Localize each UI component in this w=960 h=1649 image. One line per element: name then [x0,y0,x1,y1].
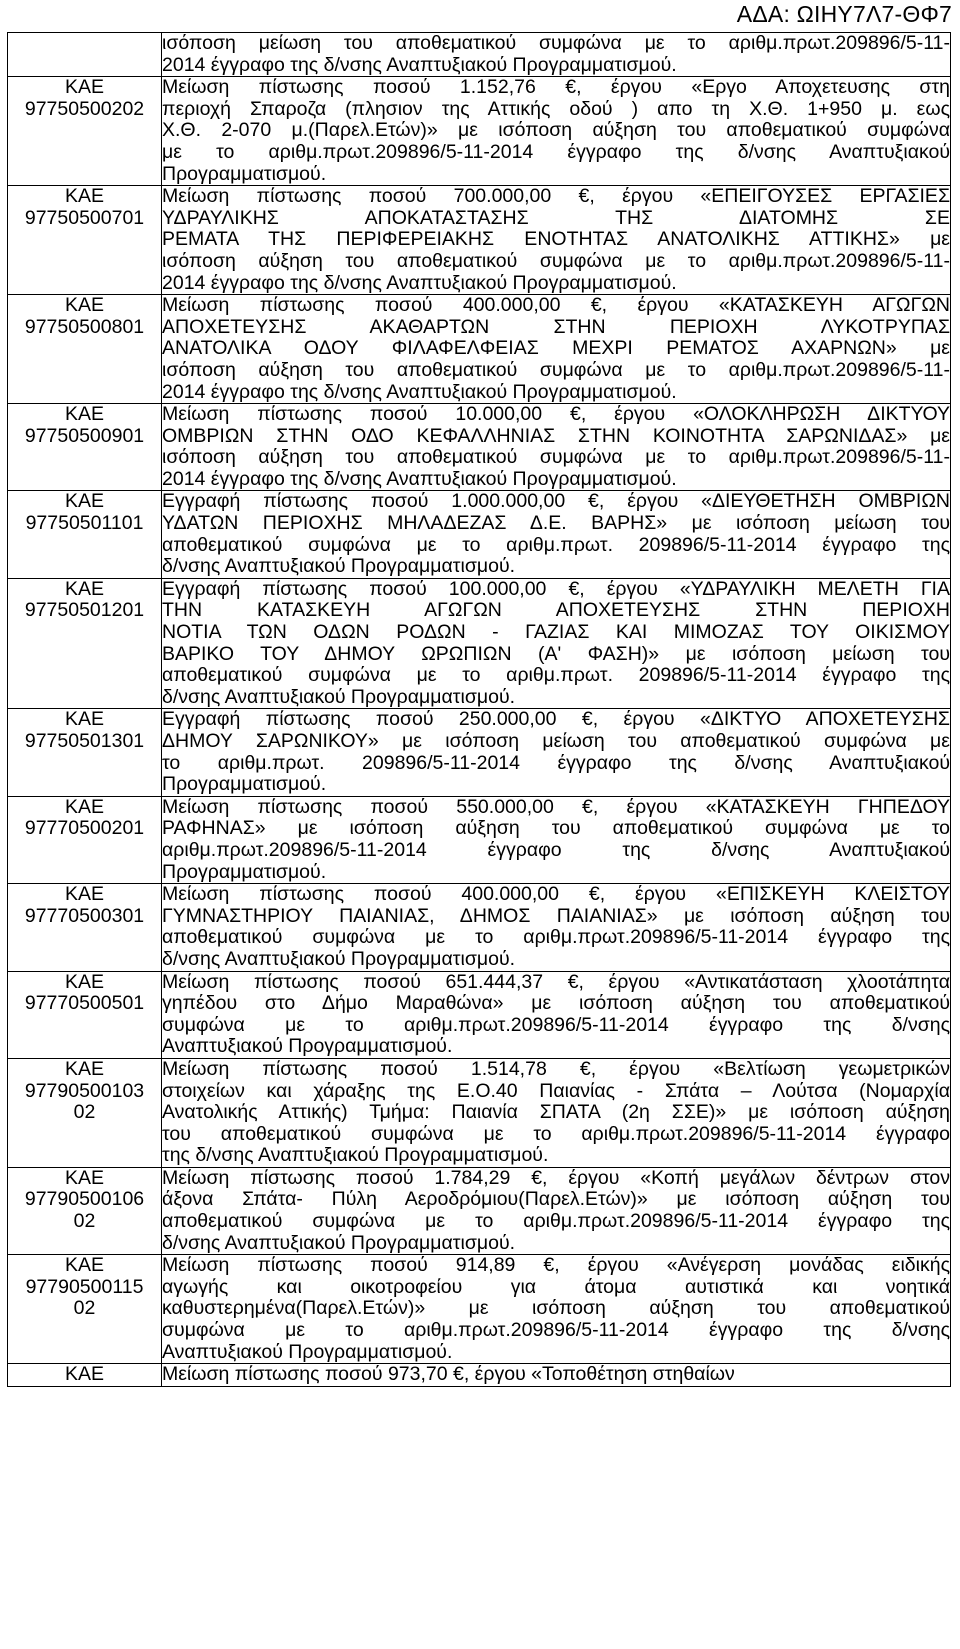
description-line: δ/νσης Αναπτυξιακού Προγραμματισμού. [162,947,516,970]
table-row [8,404,951,491]
description-line: δ/νσης Αναπτυξιακού Προγραμματισμού. [162,685,516,708]
description-line: ισόποση μείωση του αποθεματικού συμφώνα με το αριθμ.πρωτ.209896/5-11- [162,32,950,54]
kae-label: ΚΑΕ [64,577,105,600]
description-line: συμφώνα με το αριθμ.πρωτ.209896/5-11-2014 έγγραφο της δ/νσης [162,1013,950,1036]
kae-label: ΚΑΕ [64,1166,105,1189]
kae-cell [8,1364,162,1387]
kae-code-suffix: 02 [73,1297,96,1320]
kae-label: ΚΑΕ [64,708,105,731]
description-line: Μείωση πίστωσης ποσού 914,89 €, έργου «Ανέγερση μονάδας ειδικής [162,1254,950,1277]
table-row [8,1255,951,1364]
description-cell [162,971,951,1058]
table-row [8,971,951,1058]
description-line: αποθεματικού συμφώνα με το αριθμ.πρωτ. 209896/5-11-2014 έγγραφο της [162,664,950,687]
description-line: ΡΕΜΑΤΑ ΤΗΣ ΠΕΡΙΦΕΡΕΙΑΚΗΣ ΕΝΟΤΗΤΑΣ ΑΝΑΤΟΛΙΚΗΣ ΑΤΤΙΚΗΣ» με [162,228,950,251]
description-line: αποθεματικού συμφώνα με το αριθμ.πρωτ.209896/5-11-2014 έγγραφο της [162,1210,950,1233]
kae-cell [8,186,162,295]
kae-code: 97770500301 [24,904,145,927]
ada-code: ΑΔΑ: ΩΙΗΥ7Λ7-ΘΦ7 [736,1,952,27]
description-cell [162,1058,951,1167]
description-line: ΥΔΑΤΩΝ ΠΕΡΙΟΧΗΣ ΜΗΛΑΔΕΖΑΣ Δ.Ε. ΒΑΡΗΣ» με ισόποση μείωση του [162,512,950,535]
description-cell [162,709,951,796]
kae-cell [8,77,162,186]
kae-cell [8,1255,162,1364]
description-line: ισόποση αύξηση του αποθεματικού συμφώνα με το αριθμ.πρωτ.209896/5-11- [162,446,950,469]
description-cell [162,1255,951,1364]
description-line: Μείωση πίστωσης ποσού 400.000,00 €, έργου «ΚΑΤΑΣΚΕΥΗ ΑΓΩΓΩΝ [162,294,950,317]
description-line: καθυστερημένα(Παρελ.Ετών)» με ισόποση αύξηση του αποθεματικού [162,1297,950,1320]
description-line: Ανατολικής Αττικής) Τμήμα: Παιανία ΣΠΑΤΑ (2η ΣΣΕ)» με ισόποση αύξηση [162,1101,950,1124]
description-line: του αποθεματικού συμφώνα με το αριθμ.πρωτ.209896/5-11-2014 έγγραφο [162,1122,950,1145]
kae-label: ΚΑΕ [64,490,105,513]
table-row [8,709,951,796]
table-row [8,33,951,77]
description-line: Εγγραφή πίστωσης ποσού 100.000,00 €, έργου «ΥΔΡΑΥΛΙΚΗ ΜΕΛΕΤΗ ΓΙΑ [162,577,950,600]
description-line: 2014 έγγραφο της δ/νσης Αναπτυξιακού Προγραμματισμού. [162,467,677,490]
table-row [8,295,951,404]
description-line: ΡΑΦΗΝΑΣ» με ισόποση αύξηση του αποθεματικού συμφώνα με το [162,817,950,840]
kae-cell [8,796,162,883]
kae-cell [8,884,162,971]
table-row [8,77,951,186]
description-line: ισόποση αύξηση του αποθεματικού συμφώνα με το αριθμ.πρωτ.209896/5-11- [162,249,950,272]
description-line: Μείωση πίστωσης ποσού 1.784,29 €, έργου «Κοπή μεγάλων δέντρων στον [162,1166,950,1189]
kae-label: ΚΑΕ [64,1363,105,1386]
description-line: ΟΜΒΡΙΩΝ ΣΤΗΝ ΟΔΟ ΚΕΦΑΛΛΗΝΙΑΣ ΣΤΗΝ ΚΟΙΝΟΤΗΤΑ ΣΑΡΩΝΙΔΑΣ» με [162,424,950,447]
kae-code: 97750500202 [24,97,145,120]
description-line: Μείωση πίστωσης ποσού 550.000,00 €, έργου «ΚΑΤΑΣΚΕΥΗ ΓΗΠΕΔΟΥ [162,795,950,818]
kae-cell [8,33,162,77]
kae-code: 97750500801 [24,315,145,338]
description-line: Χ.Θ. 2-070 μ.(Παρελ.Ετών)» με ισόποση αύξηση του αποθεματικού συμφώνα [162,119,950,142]
description-line: με το αριθμ.πρωτ.209896/5-11-2014 έγγραφο της δ/νσης Αναπτυξιακού [162,140,950,163]
description-line: ΔΗΜΟΥ ΣΑΡΩΝΙΚΟΥ» με ισόποση μείωση του αποθεματικού συμφώνα με [162,730,950,752]
description-cell [162,1167,951,1254]
description-cell [162,186,951,295]
description-cell [162,578,951,709]
description-cell [162,491,951,578]
kae-code: 97790500103 [24,1079,145,1102]
description-line: αποθεματικού συμφώνα με το αριθμ.πρωτ.209896/5-11-2014 έγγραφο της [162,926,950,949]
kae-cell [8,578,162,709]
kae-code: 97790500115 [25,1275,144,1298]
description-line: ΓΥΜΝΑΣΤΗΡΙΟΥ ΠΑΙΑΝΙΑΣ, ΔΗΜΟΣ ΠΑΙΑΝΙΑΣ» με ισόποση αύξηση του [162,904,950,927]
table-row [8,796,951,883]
description-line: ΒΑΡΙΚΟ ΤΟΥ ΔΗΜΟΥ ΩΡΩΠΙΩΝ (Α' ΦΑΣΗ)» με ισόποση μείωση του [162,642,950,665]
description-line: άξονα Σπάτα- Πύλη Αεροδρόμιου(Παρελ.Ετών)» με ισόποση αύξηση του [162,1188,950,1211]
description-line: συμφώνα με το αριθμ.πρωτ.209896/5-11-2014 έγγραφο της δ/νσης [162,1319,950,1342]
kae-label: ΚΑΕ [64,185,105,208]
description-line: ΑΝΑΤΟΛΙΚΑ ΟΔΟΥ ΦΙΛΑΦΕΛΦΕΙΑΣ ΜΕΧΡΙ ΡΕΜΑΤΟΣ ΑΧΑΡΝΩΝ» με [162,337,950,360]
description-line: το αριθμ.πρωτ. 209896/5-11-2014 έγγραφο της δ/νσης Αναπτυξιακού [162,751,950,774]
kae-cell [8,971,162,1058]
table-row [8,1364,951,1387]
kae-code: 97750500901 [24,424,145,447]
description-line: ΤΗΝ ΚΑΤΑΣΚΕΥΗ ΑΓΩΓΩΝ ΑΠΟΧΕΤΕΥΣΗΣ ΣΤΗΝ ΠΕΡΙΟΧΗ [162,599,950,622]
kae-code: 97750500701 [24,206,145,229]
kae-label: ΚΑΕ [64,1057,105,1080]
description-line: στοιχείων και χάραξης της Ε.Ο.40 Παιανίας - Σπάτα – Λούτσα (Νομαρχία [162,1079,950,1102]
description-line: Προγραμματισμού. [162,162,327,185]
description-line: Μείωση πίστωσης ποσού 400.000,00 €, έργου «ΕΠΙΣΚΕΥΗ ΚΛΕΙΣΤΟΥ [162,883,950,906]
description-line: 2014 έγγραφο της δ/νσης Αναπτυξιακού Προγραμματισμού. [162,380,677,403]
kae-code: 97790500106 [24,1188,145,1211]
kae-code: 97770500201 [24,817,145,840]
description-cell [162,295,951,404]
kae-label: ΚΑΕ [64,294,105,317]
table-row [8,884,951,971]
budget-changes-table [7,32,951,1387]
kae-label: ΚΑΕ [64,795,105,818]
table-row [8,1058,951,1167]
kae-cell [8,709,162,796]
table-row [8,578,951,709]
description-line: 2014 έγγραφο της δ/νσης Αναπτυξιακού Προγραμματισμού. [162,53,677,76]
kae-cell [8,404,162,491]
description-line: Μείωση πίστωσης ποσού 1.514,78 €, έργου «Βελτίωση γεωμετρικών [162,1057,950,1080]
kae-label: ΚΑΕ [64,403,105,426]
description-line: Αναπτυξιακού Προγραμματισμού. [162,1340,453,1363]
description-line: ΑΠΟΧΕΤΕΥΣΗΣ ΑΚΑΘΑΡΤΩΝ ΣΤΗΝ ΠΕΡΙΟΧΗ ΛΥΚΟΤΡΥΠΑΣ [162,315,950,338]
description-cell [162,77,951,186]
kae-code: 97770500501 [24,992,145,1015]
kae-cell [8,1058,162,1167]
description-cell [162,796,951,883]
description-line: αποθεματικού συμφώνα με το αριθμ.πρωτ. 209896/5-11-2014 έγγραφο της [162,533,950,556]
kae-cell [8,295,162,404]
kae-code: 97750501101 [25,512,144,535]
description-cell [162,1364,951,1387]
description-line: Μείωση πίστωσης ποσού 651.444,37 €, έργου «Αντικατάσταση χλοοτάπητα [162,970,950,993]
kae-code: 97750501301 [24,730,145,752]
kae-code: 97750501201 [24,599,145,622]
kae-cell [8,1167,162,1254]
description-line: ΝΟΤΙΑ ΤΩΝ ΟΔΩΝ ΡΟΔΩΝ - ΓΑΖΙΑΣ ΚΑΙ ΜΙΜΟΖΑΣ ΤΟΥ ΟΙΚΙΣΜΟΥ [162,621,950,644]
description-line: Αναπτυξιακού Προγραμματισμού. [162,1035,453,1058]
kae-label: ΚΑΕ [64,76,105,99]
description-line: αγωγής και οικοτροφείου για άτομα αυτιστικά και νοητικά [162,1275,950,1298]
kae-cell [8,491,162,578]
description-line: ισόποση αύξηση του αποθεματικού συμφώνα με το αριθμ.πρωτ.209896/5-11- [162,358,950,381]
kae-label: ΚΑΕ [64,1254,105,1277]
table-row [8,1167,951,1254]
table-row [8,186,951,295]
description-cell [162,404,951,491]
description-line: Εγγραφή πίστωσης ποσού 1.000.000,00 €, έργου «ΔΙΕΥΘΕΤΗΣΗ ΟΜΒΡΙΩΝ [162,490,950,513]
description-line: Προγραμματισμού. [162,773,327,796]
description-line: γηπέδου στο Δήμο Μαραθώνα» με ισόποση αύξηση του αποθεματικού [162,992,950,1015]
description-line: Μείωση πίστωσης ποσού 973,70 €, έργου «Τοποθέτηση στηθαίων [162,1363,735,1386]
description-line: δ/νσης Αναπτυξιακού Προγραμματισμού. [162,1231,516,1254]
description-line: 2014 έγγραφο της δ/νσης Αναπτυξιακού Προγραμματισμού. [162,271,677,294]
kae-label: ΚΑΕ [64,883,105,906]
description-line: δ/νσης Αναπτυξιακού Προγραμματισμού. [162,555,516,578]
description-cell [162,884,951,971]
kae-code-suffix: 02 [73,1210,96,1233]
kae-label: ΚΑΕ [64,970,105,993]
description-line: της δ/νσης Αναπτυξιακού Προγραμματισμού. [162,1144,549,1167]
description-line: ΥΔΡΑΥΛΙΚΗΣ ΑΠΟΚΑΤΑΣΤΑΣΗΣ ΤΗΣ ΔΙΑΤΟΜΗΣ ΣΕ [162,206,950,229]
kae-code-suffix: 02 [73,1101,96,1124]
description-line: Μείωση πίστωσης ποσού 10.000,00 €, έργου «ΟΛΟΚΛΗΡΩΣΗ ΔΙΚΤΥΟΥ [162,403,950,426]
description-line: Εγγραφή πίστωσης ποσού 250.000,00 €, έργου «ΔΙΚΤΥΟ ΑΠΟΧΕΤΕΥΣΗΣ [162,708,950,731]
description-cell [162,33,951,77]
description-line: Μείωση πίστωσης ποσού 1.152,76 €, έργου «Εργο Αποχετευσης στη [162,76,950,99]
description-line: Μείωση πίστωσης ποσού 700.000,00 €, έργου «ΕΠΕΙΓΟΥΣΕΣ ΕΡΓΑΣΙΕΣ [162,185,950,208]
description-line: αριθμ.πρωτ.209896/5-11-2014 έγγραφο της δ/νσης Αναπτυξιακού [162,838,950,861]
description-line: Προγραμματισμού. [162,860,327,883]
table-row [8,491,951,578]
description-line: περιοχή Σπαροζα (πλησιον της Αττικής οδού ) απο τη Χ.Θ. 1+950 μ. εως [162,97,950,120]
